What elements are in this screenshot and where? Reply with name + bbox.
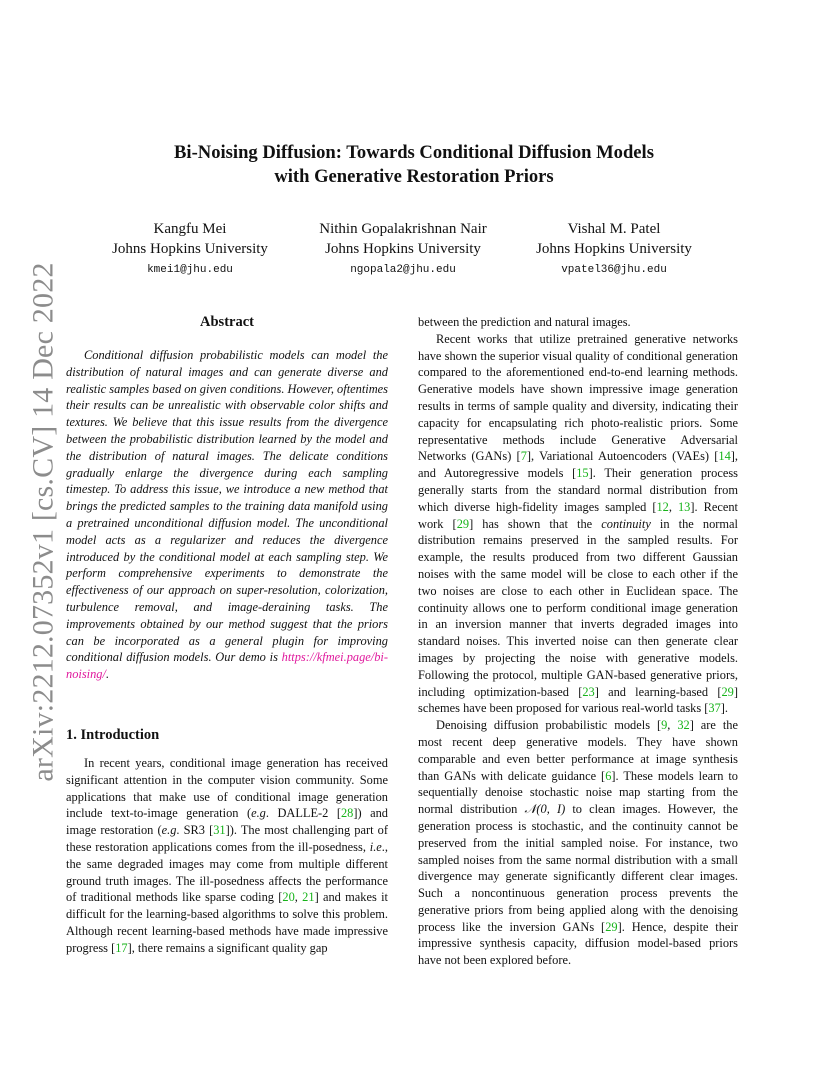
intro-paragraph [66,755,388,957]
citation-link[interactable]: 12 [656,499,669,514]
citation-link[interactable]: 23 [582,684,595,699]
text-run: ]. These models learn to sequentially denoise stochastic noise map starting from the normal distribution [418,768,738,817]
citation-link[interactable]: 21 [302,890,315,905]
body-paragraph [418,717,738,969]
citation-link[interactable]: 31 [213,823,226,838]
citation-link[interactable]: 7 [520,449,527,464]
citation-link[interactable]: 37 [708,701,721,716]
continued-paragraph: between the prediction and natural images. [418,315,631,329]
citation-link[interactable]: 20 [282,890,295,905]
citation-link[interactable]: 14 [718,449,731,464]
author-block [300,219,506,279]
abstract-heading: Abstract [200,314,254,330]
right-column [418,314,738,969]
text-run: ]. Recent work [ [418,499,738,531]
author-name: Kangfu Mei [153,221,227,237]
author-affiliation: Johns Hopkins University [112,241,268,257]
text-run: In recent years, conditional image generation has received significant attention in the computer vision community. Some applications that make use of conditional image generation include text-to-image generation ( [66,756,388,821]
text-run: ., the same degraded images may come from multiple different ground truth images. The ill-posedness affects the performance of traditional methods like sparse coding [ [66,839,388,905]
text-run: ], Variational Autoencoders (VAEs) [ [526,449,719,464]
text-run-italic: continuity [601,516,651,531]
section-heading-introduction: 1. Introduction [66,727,160,743]
math-expression: 𝒩(0, I) [524,802,566,817]
text-run: ], there remains a significant quality gap [127,940,328,955]
citation-link[interactable]: 28 [340,806,354,821]
text-run: ] are the most recent deep generative models. They have shown comparable and even better performance at image synthesis than GANs with delicate guidance [ [418,718,738,783]
text-run: , [294,890,303,905]
author-affiliation: Johns Hopkins University [325,241,481,257]
text-run: ]. Hence, despite their impressive synthesis capacity, diffusion model-based priors have not been explored before. [418,919,739,968]
demo-link[interactable]: https://kfmei.page/bi-noising/ [66,650,388,682]
text-run: to clean images. However, the generation process is stochastic, and the continuity cannot be preserved from the initial sampled noise. For instance, two sampled noises from the same normal distribution with a small divergence may generate significantly different clear images. Such a noncontinuous generation process prevents the generative priors from being applied along with the denoising process like the inversion GANs [ [418,802,739,934]
title-line-2: with Generative Restoration Priors [274,166,554,187]
author-name: Vishal M. Patel [567,221,661,237]
text-run-italic: i.e [369,839,382,854]
abstract-paragraph [66,347,388,683]
text-run: in the normal distribution remains preserved in the sampled results. For example, the results produced from two different Gaussian noises with the same model will be close to each other if the two noises are close to each other in Euclidean space. The continuity allows one to perform conditional image generation in an inversion manner that inverts degraded images into standard noises. This inverted noise can then generate clear images by projecting the noise with generative models. Following the protocol, multiple GAN-based generative priors, including optimization-based [ [418,516,738,699]
citation-link[interactable]: 17 [115,940,128,955]
text-run-italic: e.g [251,806,266,821]
author-email[interactable]: vpatel36@jhu.edu [561,264,667,276]
citation-link[interactable]: 13 [677,499,691,514]
text-run: ]) and image restoration ( [66,806,388,838]
citation-link[interactable]: 32 [677,718,690,733]
paper-title [100,141,728,189]
citation-link[interactable]: 15 [576,466,589,481]
text-run: . SR3 [ [176,823,214,838]
author-block [518,219,710,279]
citation-link[interactable]: 29 [605,919,618,934]
author-name: Nithin Gopalakrishnan Nair [319,221,487,237]
text-run: ]). The most challenging part of these restoration applications comes from the ill-posedness, [66,823,388,854]
text-run: ]. [720,701,729,716]
author-email[interactable]: ngopala2@jhu.edu [350,264,456,276]
introduction-body [66,755,388,957]
citation-link[interactable]: 29 [721,684,734,699]
abstract-end: . [105,667,110,682]
title-line-1: Bi-Noising Diffusion: Towards Conditional Diffusion Models [174,142,654,163]
author-email[interactable]: kmei1@jhu.edu [147,264,233,276]
abstract-text: Conditional diffusion probabilistic models can model the distribution of natural images and can generate diverse and realistic samples based on given conditions. However, oftentimes their results can be unrealistic with observable color shifts and textures. We believe that this issue results from the divergence between the probabilistic distribution learned by the model and the distribution of natural images. The delicate conditions gradually enlarge the divergence during each sampling timestep. To address this issue, we introduce a new method that brings the predicted samples to the training data manifold using a pretrained unconditional diffusion model. The unconditional model acts as a regularizer and reduces the divergence introduced by the conditional model at each sampling step. We perform comprehensive experiments to demonstrate the effectiveness of our approach on super-resolution, colorization, turbulence removal, and image-deraining tasks. The improvements obtained by our method suggest that the priors can be incorporated as a general plugin for improving conditional diffusion models. Our demo is [66,348,388,665]
text-run: ] has shown that the [469,516,602,531]
text-run: . DALLE-2 [ [265,806,341,821]
body-paragraph [418,331,738,717]
text-run: Recent works that utilize pretrained generative networks have shown the superior visual quality of conditional generation compared to the aforementioned end-to-end learning methods. Generative models have shown impressive image generation results in terms of sample quality and diversity, indicating their capacity for encapsulating rich photo-realistic priors. Some representative methods include Generative Adversarial Networks (GANs) [ [418,331,738,464]
author-affiliation: Johns Hopkins University [536,241,692,257]
text-run: ] and learning-based [ [594,684,722,699]
text-run: , [668,499,678,514]
text-run: ], and Autoregressive models [ [418,449,738,481]
citation-link[interactable]: 29 [456,516,470,531]
text-run: Denoising diffusion probabilistic models [ [436,718,662,733]
text-run: ]. Their generation process generally starts from the standard normal distribution from which diverse high-fidelity images sampled [ [418,466,738,514]
author-block [90,219,290,279]
citation-link[interactable]: 9 [661,718,668,733]
text-run: ] and makes it difficult for the learning-based algorithms to solve this problem. Although recent learning-based methods have made impressive progress [ [66,890,388,955]
text-run: , [667,718,678,733]
abstract-body [66,347,388,683]
text-run: ] schemes have been proposed for various real-world tasks [ [418,684,738,716]
citation-link[interactable]: 6 [605,768,612,783]
text-run-italic: e.g [161,823,177,838]
arxiv-stamp-text: arXiv:2212.07352v1 [cs.CV] 14 Dec 2022 [27,262,60,782]
arxiv-identifier-stamp [24,262,64,782]
